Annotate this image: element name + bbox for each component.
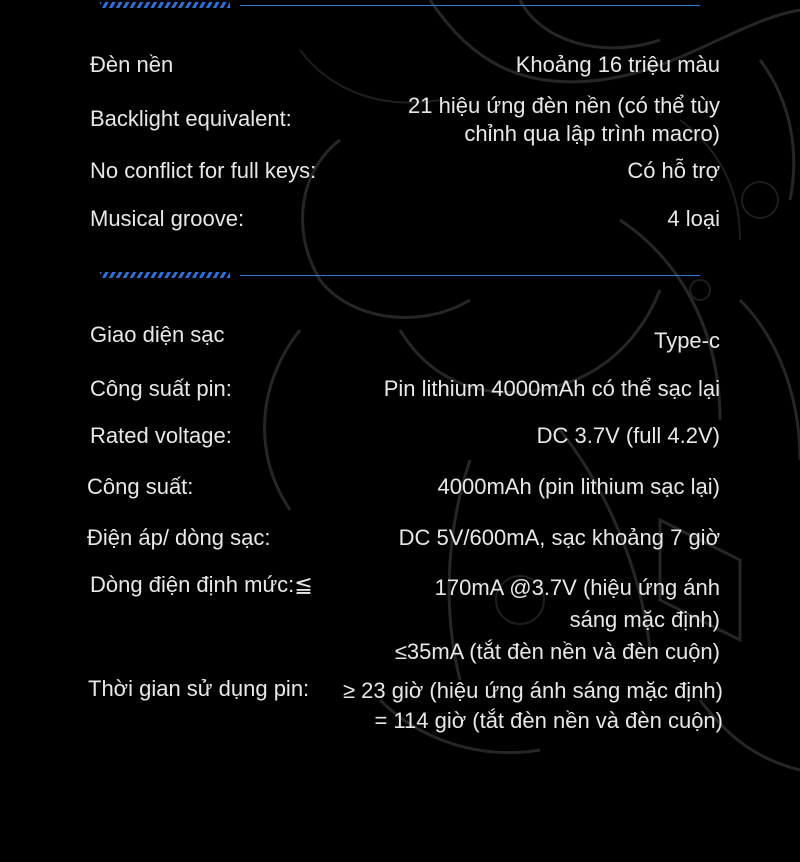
spec-label: Musical groove: — [90, 206, 245, 231]
spec-value: 21 hiệu ứng đèn nền (có thể tùy chỉnh qua lập trình macro) — [408, 93, 720, 146]
spec-label: Backlight equivalent: — [90, 106, 292, 131]
divider-stripes — [100, 272, 230, 278]
divider-rule — [240, 5, 700, 6]
spec-label: Công suất: — [87, 474, 194, 499]
spec-label: Đèn nền — [90, 52, 174, 77]
spec-value: DC 3.7V (full 4.2V) — [536, 423, 720, 448]
divider-stripes — [100, 2, 230, 8]
spec-value: ≥ 23 giờ (hiệu ứng ánh sáng mặc định) = 114 giờ (tắt đèn nền và đèn cuộn) — [342, 678, 723, 733]
spec-label: Rated voltage: — [90, 423, 232, 448]
spec-label: Điện áp/ dòng sạc: — [87, 525, 271, 550]
spec-value: Có hỗ trợ — [627, 158, 720, 183]
section-divider — [100, 0, 700, 10]
spec-value: 170mA @3.7V (hiệu ứng ánh sáng mặc định) ≤35mA (tắt đèn nền và đèn cuộn) — [394, 575, 720, 664]
divider-rule — [240, 275, 700, 276]
spec-value: Type-c — [653, 328, 720, 353]
spec-value: Pin lithium 4000mAh có thể sạc lại — [383, 376, 720, 401]
spec-label: Công suất pin: — [90, 376, 232, 401]
spec-value: Khoảng 16 triệu màu — [515, 52, 720, 77]
spec-label: No conflict for full keys: — [90, 158, 317, 183]
spec-value: 4000mAh (pin lithium sạc lại) — [437, 474, 720, 499]
spec-label: Thời gian sử dụng pin: — [88, 676, 310, 701]
spec-label: Dòng điện định mức:≦ — [90, 572, 313, 597]
spec-value: DC 5V/600mA, sạc khoảng 7 giờ — [398, 525, 720, 550]
section-divider — [100, 270, 700, 280]
spec-label: Giao diện sạc — [90, 322, 225, 347]
spec-value: 4 loại — [667, 206, 720, 231]
